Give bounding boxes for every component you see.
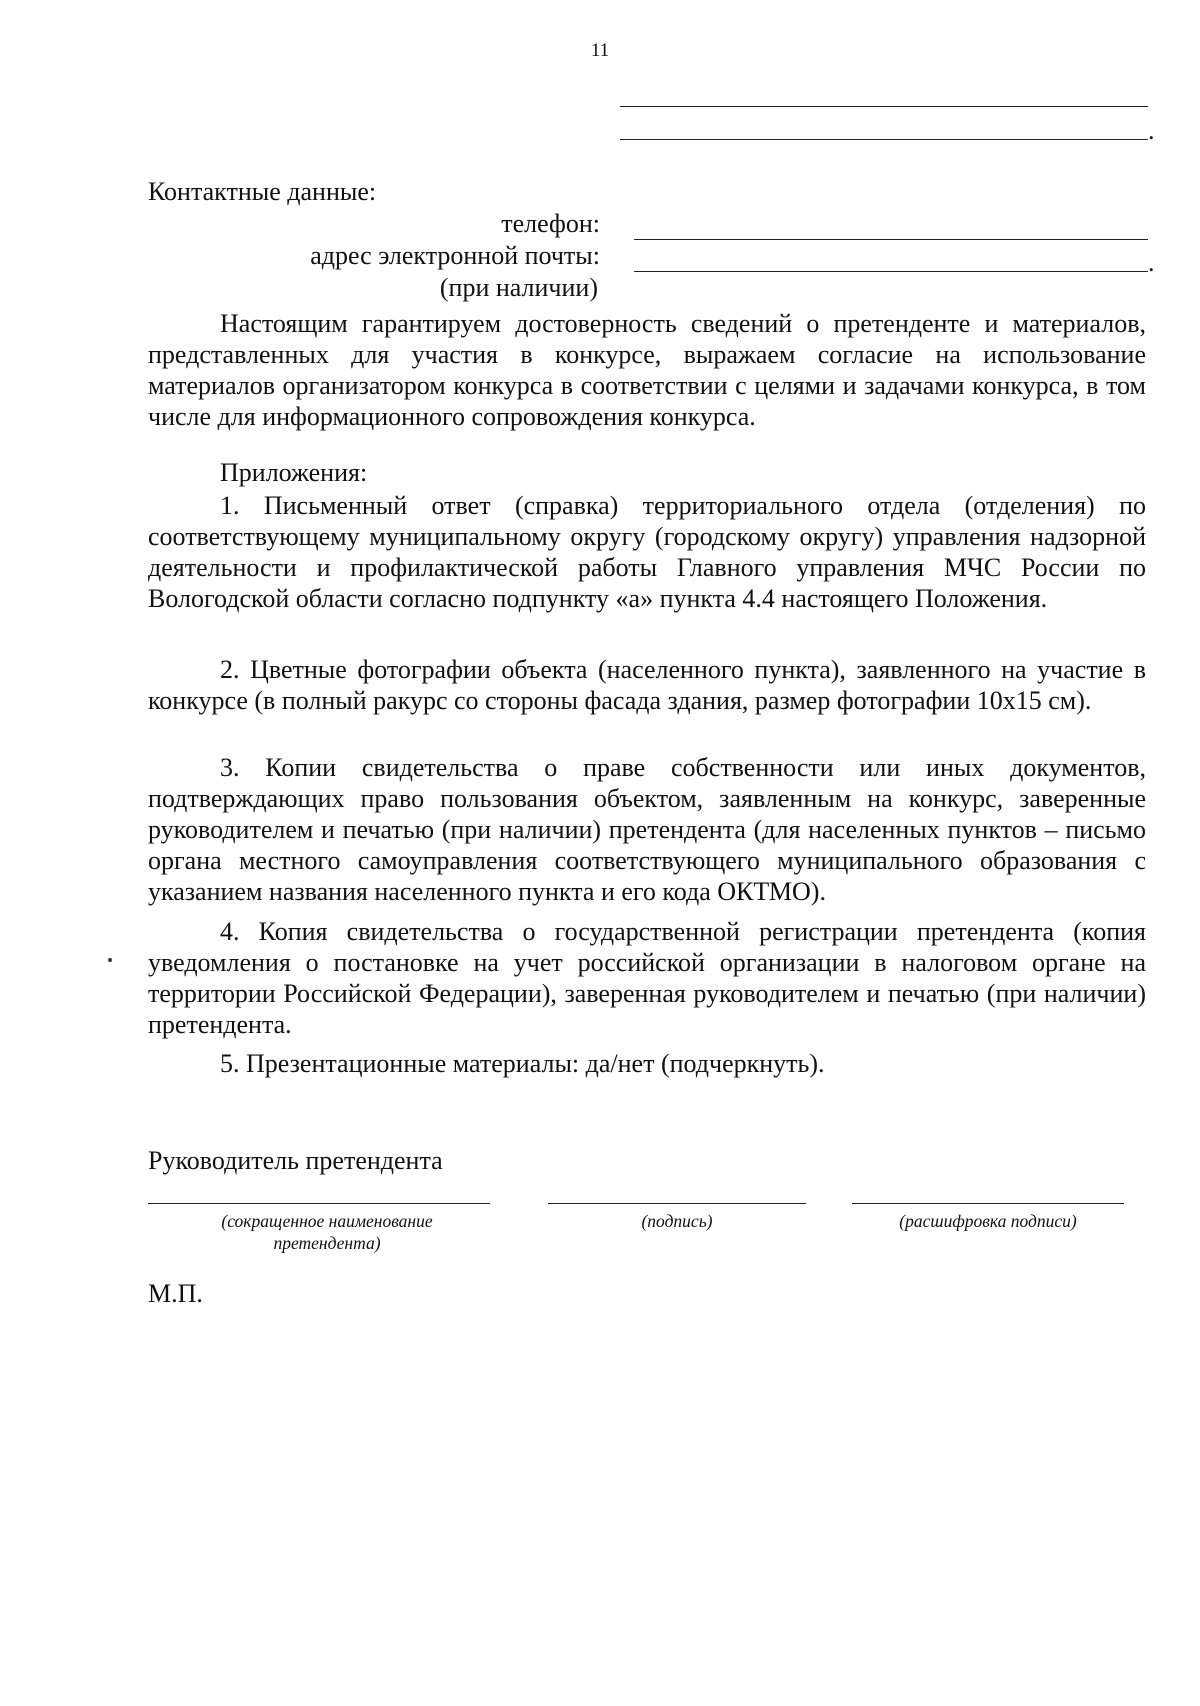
caption-signature-decode: (расшифровка подписи) — [899, 1211, 1077, 1231]
addressee-line-end: . — [1148, 116, 1155, 145]
email-field[interactable] — [634, 271, 1148, 272]
attachment-item-5: 5. Презентационные материалы: да/нет (подчеркнуть). — [220, 1049, 825, 1078]
phone-label: телефон: — [501, 209, 600, 238]
margin-mark — [108, 958, 112, 962]
caption-applicant-name: (сокращенное наименование претендента) — [221, 1211, 433, 1253]
head-of-applicant-label: Руководитель претендента — [148, 1146, 443, 1175]
applicant-name-field[interactable] — [148, 1203, 490, 1204]
addressee-line-1[interactable] — [620, 106, 1148, 107]
attachment-item-3: 3. Копии свидетельства о праве собственности или иных документов, подтверждающих право пользования объектом, заявленным на конкурс, заверенные руководителем и печатью (при наличии) претендента (для населенных пунктов – письмо органа местного самоуправления соответствующего муниципального образования с указанием названия населенного пункта и его кода ОКТМО). — [148, 753, 1146, 906]
attachment-item-4: 4. Копия свидетельства о государственной регистрации претендента (копия уведомления о постановке на учет российской организации в налоговом органе на территории Российской Федерации), заверенная руководителем и печатью (при наличии) претендента. — [148, 917, 1146, 1039]
attachments-heading: Приложения: — [220, 458, 368, 487]
signature-field[interactable] — [548, 1203, 806, 1204]
caption-signature: (подпись) — [641, 1211, 713, 1231]
signature-decode-field[interactable] — [852, 1203, 1124, 1204]
email-line-end: . — [1148, 248, 1155, 277]
seal-place: М.П. — [148, 1279, 203, 1308]
attachment-item-2: 2. Цветные фотографии объекта (населенного пункта), заявленного на участие в конкурсе (в полный ракурс со стороны фасада здания, размер фотографии 10х15 см). — [148, 655, 1146, 715]
page-number: 11 — [590, 40, 610, 61]
email-label: адрес электронной почты: — [310, 241, 600, 270]
attachment-item-1: 1. Письменный ответ (справка) территориального отдела (отделения) по соответствующему муниципальному округу (городскому округу) управления надзорной деятельности и профилактической работы Главного управления МЧС России по Вологодской области согласно подпункту «а» пункта 4.4 настоящего Положения. — [148, 491, 1146, 613]
email-note: (при наличии) — [439, 273, 598, 302]
guarantee-paragraph: Настоящим гарантируем достоверность сведений о претенденте и материалов, представленных для участия в конкурсе, выражаем согласие на использование материалов организатором конкурса в соответствии с целями и задачами конкурса, в том числе для информационного сопровождения конкурса. — [148, 309, 1146, 431]
contacts-heading: Контактные данные: — [148, 177, 377, 206]
phone-field[interactable] — [634, 239, 1148, 240]
addressee-line-2[interactable] — [620, 139, 1148, 140]
